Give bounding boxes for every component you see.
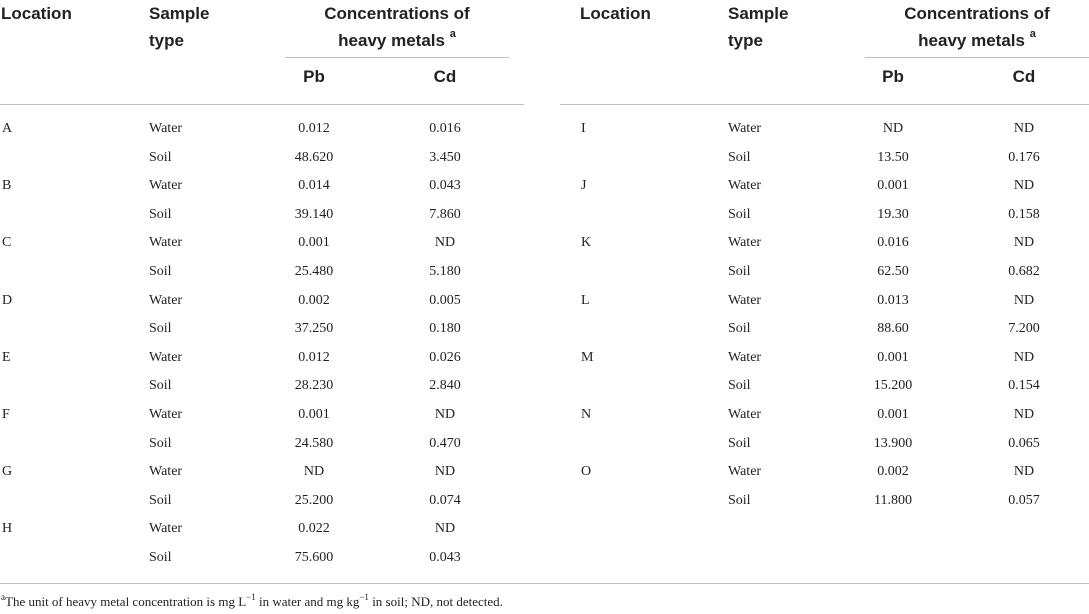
cell-cd: ND: [1013, 178, 1035, 194]
cell-pb: 39.140: [294, 206, 334, 222]
footnote-marker: a: [1029, 28, 1036, 41]
cell-sample-type: Soil: [149, 264, 172, 279]
header-group-line-1: Concentrations of: [324, 4, 470, 23]
cell-sample-type: Soil: [728, 492, 751, 508]
cell-sample-type: Soil: [728, 149, 751, 165]
cell-pb: 0.001: [877, 178, 909, 194]
cell-cd: 3.450: [429, 149, 461, 165]
cell-sample-type: Water: [149, 235, 183, 251]
header-group-line-2: heavy metals $^a$: [338, 28, 456, 50]
cell-sample-type: Soil: [728, 206, 751, 222]
cell-pb: 0.001: [877, 349, 909, 365]
cell-pb: 24.580: [294, 435, 334, 451]
cell-cd: 7.860: [429, 206, 461, 222]
cell-location: F: [2, 407, 10, 422]
cell-cd: ND: [1013, 349, 1035, 365]
cell-pb: 0.013: [877, 292, 909, 308]
cell-location: L: [581, 292, 590, 308]
cell-cd: ND: [1013, 464, 1035, 480]
cell-sample-type: Water: [728, 407, 762, 422]
header-rule: [0, 104, 524, 105]
cell-sample-type: Water: [149, 521, 183, 537]
cell-location: E: [2, 349, 11, 365]
header-cd: Cd: [1012, 67, 1036, 86]
cell-pb: ND: [303, 464, 325, 480]
header-cd: Cd: [433, 67, 457, 86]
cell-cd: ND: [434, 521, 456, 537]
cell-cd: 0.180: [429, 321, 461, 337]
cell-cd: 0.043: [429, 178, 461, 194]
cell-pb: 13.900: [873, 435, 913, 451]
cell-location: J: [581, 178, 587, 194]
header-sample-type-line-1: Sample: [728, 4, 789, 23]
cell-pb: 0.001: [298, 407, 330, 422]
cell-cd: 0.043: [429, 550, 461, 565]
cell-pb: 0.012: [298, 121, 330, 136]
header-group-line-2: heavy metals $^a$: [918, 28, 1036, 50]
cell-pb: 15.200: [873, 378, 913, 394]
cell-pb: 48.620: [294, 149, 334, 165]
cell-location: C: [2, 235, 12, 251]
cell-location: B: [2, 178, 12, 194]
cell-cd: 2.840: [429, 378, 461, 394]
group-underline: [285, 57, 509, 58]
cell-pb: 25.480: [294, 264, 334, 279]
bottom-rule: [0, 583, 1089, 584]
cell-sample-type: Soil: [728, 264, 751, 279]
cell-sample-type: Water: [149, 121, 183, 136]
cell-location: H: [2, 521, 13, 537]
footnote-marker: a: [1, 591, 5, 602]
cell-cd: 7.200: [1008, 321, 1040, 337]
cell-sample-type: Soil: [728, 378, 751, 394]
cell-cd: 0.154: [1008, 378, 1040, 394]
cell-sample-type: Water: [728, 178, 762, 194]
cell-sample-type: Soil: [728, 321, 751, 337]
cell-location: K: [581, 235, 592, 251]
cell-pb: 11.800: [874, 492, 912, 508]
cell-sample-type: Water: [728, 464, 762, 480]
cell-pb: 0.016: [877, 235, 909, 251]
header-pb: Pb: [882, 67, 904, 86]
header-pb: Pb: [303, 67, 325, 86]
header-location: Location: [1, 4, 72, 23]
group-underline: [865, 57, 1089, 58]
cell-sample-type: Water: [149, 292, 183, 308]
cell-location: D: [2, 292, 13, 308]
cell-sample-type: Water: [728, 121, 762, 136]
cell-sample-type: Soil: [149, 149, 172, 165]
cell-cd: 0.176: [1008, 149, 1040, 165]
cell-pb: 28.230: [294, 378, 334, 394]
cell-pb: 13.50: [877, 149, 909, 165]
cell-location: G: [2, 464, 13, 480]
cell-pb: 75.600: [294, 550, 334, 565]
cell-cd: 0.065: [1008, 435, 1040, 451]
cell-cd: 0.005: [429, 292, 461, 308]
cell-sample-type: Soil: [728, 435, 751, 451]
cell-pb: 0.001: [877, 407, 909, 422]
cell-location: I: [581, 121, 586, 136]
cell-location: A: [2, 121, 13, 136]
cell-sample-type: Soil: [149, 321, 172, 337]
cell-location: O: [581, 464, 592, 480]
cell-cd: 0.016: [429, 121, 461, 136]
cell-cd: ND: [434, 235, 456, 251]
cell-cd: ND: [1013, 407, 1035, 422]
cell-cd: ND: [1013, 121, 1035, 136]
cell-pb: 19.30: [877, 206, 909, 222]
cell-cd: ND: [1013, 292, 1035, 308]
cell-sample-type: Water: [149, 464, 183, 480]
cell-cd: 0.470: [429, 435, 461, 451]
cell-pb: 37.250: [294, 321, 334, 337]
cell-sample-type: Soil: [149, 206, 172, 222]
cell-cd: ND: [434, 407, 456, 422]
cell-sample-type: Water: [728, 292, 762, 308]
cell-pb: 0.002: [877, 464, 909, 480]
cell-pb: 25.200: [294, 492, 334, 508]
cell-cd: 0.057: [1008, 492, 1040, 508]
cell-sample-type: Soil: [149, 550, 172, 565]
header-sample-type-line-1: Sample: [149, 4, 210, 23]
cell-pb: 0.022: [298, 521, 330, 537]
cell-cd: 0.682: [1008, 264, 1040, 279]
header-rule: [560, 104, 1089, 105]
cell-cd: 5.180: [429, 264, 461, 279]
cell-sample-type: Water: [149, 349, 183, 365]
cell-cd: ND: [434, 464, 456, 480]
cell-sample-type: Water: [728, 235, 762, 251]
cell-sample-type: Soil: [149, 378, 172, 394]
cell-pb: 0.002: [298, 292, 330, 308]
cell-sample-type: Water: [728, 349, 762, 365]
table-footnote: $^a$The unit of heavy metal concentration is mg $L^{-1}$ in water and mg $kg^{-1}$ in soil; ND, not detected.: [1, 591, 503, 609]
cell-sample-type: Soil: [149, 435, 172, 451]
cell-pb: ND: [882, 121, 904, 136]
cell-cd: ND: [1013, 235, 1035, 251]
cell-cd: 0.074: [429, 492, 461, 508]
cell-pb: 0.014: [298, 178, 330, 194]
cell-sample-type: Water: [149, 407, 183, 422]
cell-pb: 88.60: [877, 321, 909, 337]
cell-cd: 0.158: [1008, 206, 1040, 222]
cell-pb: 0.001: [298, 235, 330, 251]
cell-sample-type: Water: [149, 178, 183, 194]
cell-location: N: [581, 407, 592, 422]
footnote-marker: a: [449, 28, 456, 41]
cell-pb: 0.012: [298, 349, 330, 365]
cell-location: M: [581, 349, 594, 365]
header-group-line-1: Concentrations of: [904, 4, 1050, 23]
cell-pb: 62.50: [877, 264, 909, 279]
header-sample-type-line-2: type: [728, 31, 763, 50]
cell-cd: 0.026: [429, 349, 461, 365]
header-location: Location: [580, 4, 651, 23]
header-sample-type-line-2: type: [149, 31, 184, 50]
cell-sample-type: Soil: [149, 492, 172, 508]
